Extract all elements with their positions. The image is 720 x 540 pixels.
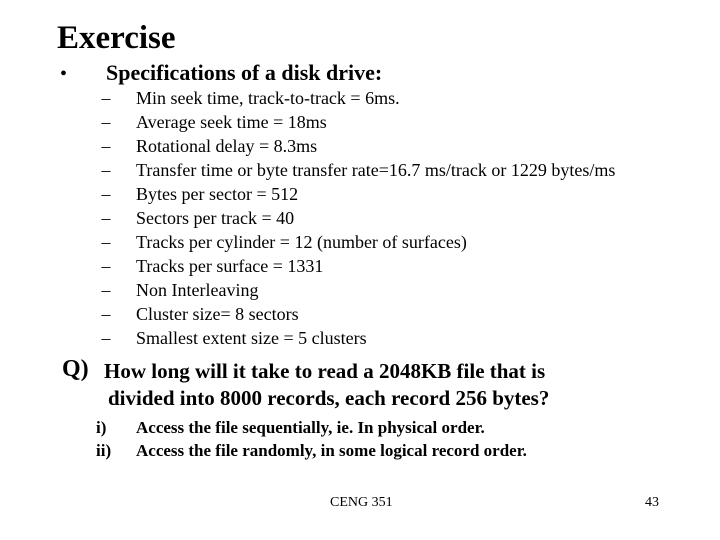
list-item <box>96 158 716 182</box>
option-text: Access the file sequentially, ie. In physical order. <box>136 418 485 437</box>
list-item-text: Cluster size= 8 sectors <box>136 304 299 324</box>
list-item-text: Average seek time = 18ms <box>136 112 327 132</box>
list-item <box>96 110 716 134</box>
dash-icon: – <box>101 280 111 300</box>
dash-icon: – <box>101 88 111 108</box>
option-label: i) <box>96 418 107 437</box>
bullet-text: Specifications of a disk drive: <box>106 60 383 85</box>
list-item-text: Bytes per sector = 512 <box>136 184 299 204</box>
list-item-text: Min seek time, track-to-track = 6ms. <box>136 88 400 108</box>
bullet-dot-icon: • <box>60 63 68 85</box>
list-item <box>96 278 716 302</box>
list-item <box>96 206 716 230</box>
dash-icon: – <box>101 136 111 156</box>
dash-icon: – <box>101 304 111 324</box>
dash-icon: – <box>101 160 111 180</box>
dash-icon: – <box>101 328 111 348</box>
page-number: 43 <box>645 495 659 510</box>
dash-icon: – <box>101 256 111 276</box>
list-item-text: Sectors per track = 40 <box>136 208 295 228</box>
list-item-text: Tracks per cylinder = 12 (number of surfaces) <box>136 232 467 252</box>
list-item <box>96 134 716 158</box>
question-text-line-1: How long will it take to read a 2048KB file that is <box>104 359 546 383</box>
dash-icon: – <box>101 112 111 132</box>
list-item-text: Smallest extent size = 5 clusters <box>136 328 367 348</box>
list-item-text: Rotational delay = 8.3ms <box>136 136 318 156</box>
list-item <box>96 230 716 254</box>
list-item <box>96 302 716 326</box>
option-label: ii) <box>96 441 112 460</box>
dash-icon: – <box>101 232 111 252</box>
list-item <box>96 326 716 350</box>
list-item-text: Non Interleaving <box>136 280 259 300</box>
option-text: Access the file randomly, in some logical record order. <box>136 441 527 460</box>
specification-list <box>96 86 716 350</box>
dash-icon: – <box>101 184 111 204</box>
question-label: Q) <box>62 356 89 382</box>
list-item-text: Transfer time or byte transfer rate=16.7 ms/track or 1229 bytes/ms <box>136 160 616 180</box>
dash-icon: – <box>101 208 111 228</box>
list-item-text: Tracks per surface = 1331 <box>136 256 324 276</box>
slide-title: Exercise <box>57 20 176 56</box>
list-item <box>96 86 716 110</box>
list-item <box>96 182 716 206</box>
question-text-line-2: divided into 8000 records, each record 256 bytes? <box>108 386 550 410</box>
footer-course: CENG 351 <box>330 495 393 510</box>
list-item <box>96 254 716 278</box>
